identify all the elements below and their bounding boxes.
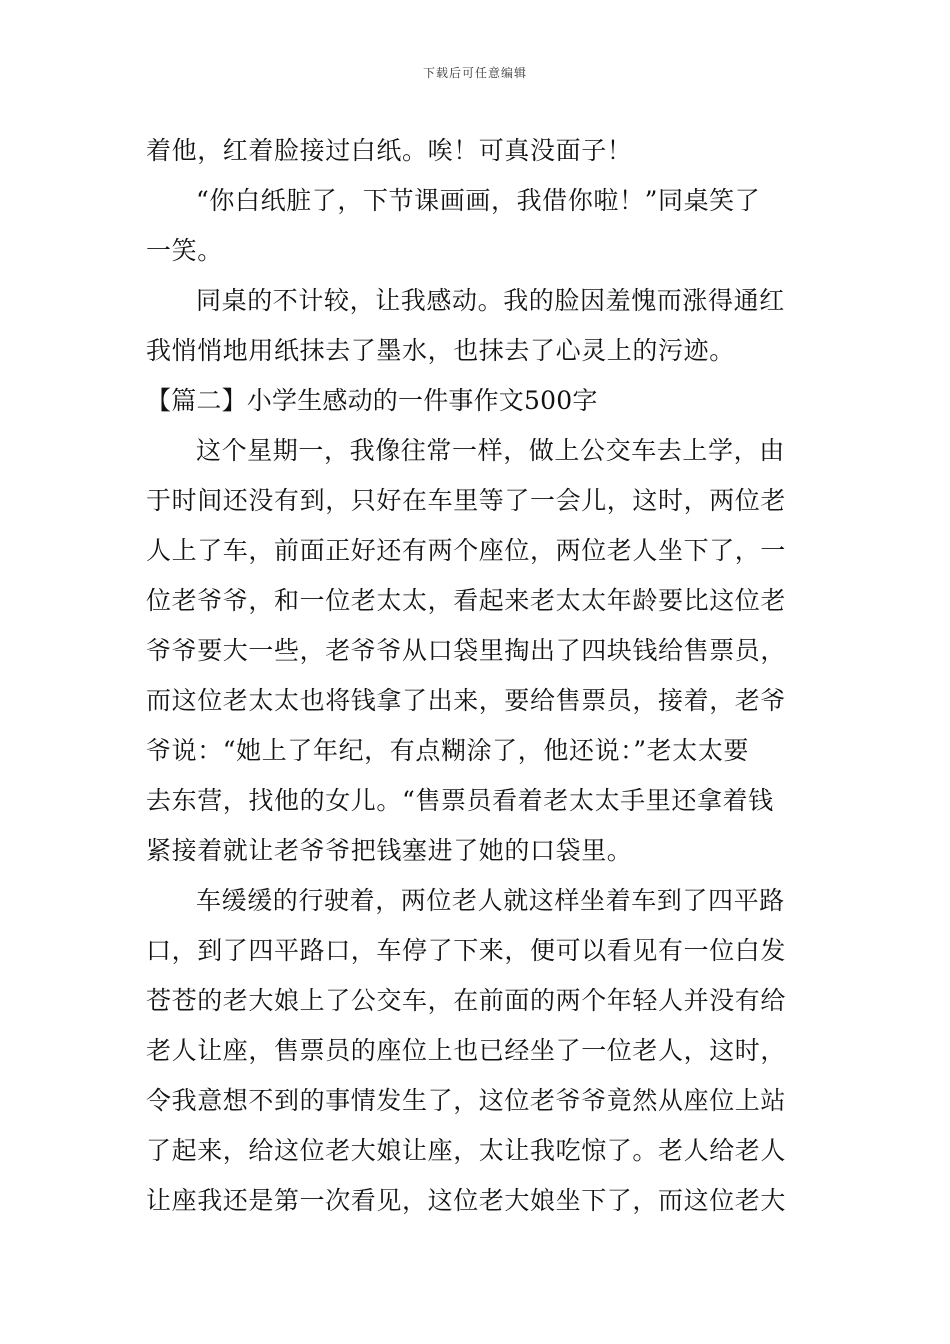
document-body <box>146 126 810 1226</box>
text-line: “你白纸脏了，下节课画画，我借你啦！”同桌笑了 <box>196 186 761 215</box>
text-line: 于时间还没有到，只好在车里等了一会儿，这时，两位老 <box>146 486 787 515</box>
text-line: 让座我还是第一次看见，这位老大娘坐下了，而这位老大 <box>146 1186 787 1215</box>
text-line: 人上了车，前面正好还有两个座位，两位老人坐下了，一 <box>146 536 787 565</box>
text-line: 紧接着就让老爷爷把钱塞进了她的口袋里。 <box>146 836 633 865</box>
text-line: 爷爷要大一些，老爷爷从口袋里掏出了四块钱给售票员， <box>146 636 787 665</box>
section-heading: 【篇二】小学生感动的一件事作文500字 <box>146 386 598 415</box>
text-line: 去东营，找他的女儿。“售票员看着老太太手里还拿着钱 <box>146 786 774 815</box>
text-line: 苍苍的老大娘上了公交车，在前面的两个年轻人并没有给 <box>146 986 787 1015</box>
text-line: 令我意想不到的事情发生了，这位老爷爷竟然从座位上站 <box>146 1086 787 1115</box>
page-header: 下载后可任意编辑 <box>422 66 527 80</box>
text-line: 车缓缓的行驶着，两位老人就这样坐着车到了四平路 <box>196 886 785 915</box>
text-line: 爷说：“她上了年纪，有点糊涂了，他还说：”老太太要 <box>146 736 750 765</box>
text-line: 而这位老太太也将钱拿了出来，要给售票员，接着，老爷 <box>146 686 787 715</box>
text-line: 一笑。 <box>146 236 223 265</box>
text-line: 这个星期一，我像往常一样，做上公交车去上学，由 <box>196 436 785 465</box>
text-line: 同桌的不计较，让我感动。我的脸因羞愧而涨得通红 <box>196 286 785 315</box>
text-line: 位老爷爷，和一位老太太，看起来老太太年龄要比这位老 <box>146 586 787 615</box>
text-line: 着他，红着脸接过白纸。唉！可真没面子！ <box>146 136 633 165</box>
text-line: 了起来，给这位老大娘让座，太让我吃惊了。老人给老人 <box>146 1136 787 1165</box>
text-line: 口，到了四平路口，车停了下来，便可以看见有一位白发 <box>146 936 787 965</box>
text-line: 老人让座，售票员的座位上也已经坐了一位老人，这时， <box>146 1036 787 1065</box>
text-line: 我悄悄地用纸抹去了墨水，也抹去了心灵上的污迹。 <box>146 336 735 365</box>
